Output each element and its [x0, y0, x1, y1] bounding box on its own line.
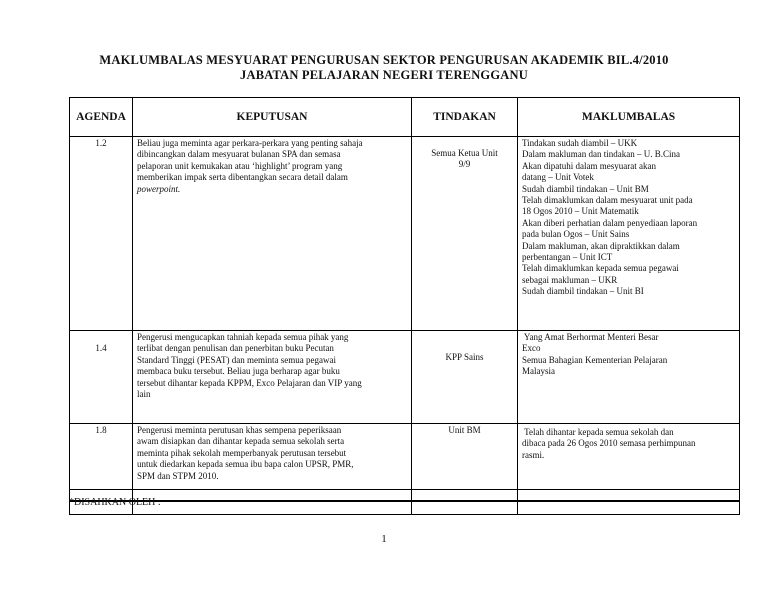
tindakan-line: Semua Ketua Unit	[431, 148, 498, 158]
agenda-cell: 1.2	[70, 137, 133, 331]
empty-cell	[133, 501, 412, 515]
agenda-cell: 1.8	[70, 424, 133, 490]
keputusan-line: meminta pihak sekolah memperbanyak perutusan tersebut	[137, 447, 347, 458]
tindakan-cell	[412, 331, 518, 424]
maklumbalas-cell	[518, 331, 740, 424]
maklumbalas-line: sebagai makluman – UKR	[522, 274, 618, 285]
empty-cell	[412, 490, 518, 502]
keputusan-line: Pengerusi mengucapkan tahniah kepada semua pihak yang	[137, 332, 349, 342]
maklumbalas-line: Dalam makluman, akan dipraktikkan dalam	[522, 240, 680, 251]
maklumbalas-line: Akan dipatuhi dalam mesyuarat akan	[522, 160, 656, 171]
table-row	[70, 331, 740, 424]
column-header-tindakan: TINDAKAN	[412, 98, 518, 137]
empty-cell	[133, 490, 412, 502]
keputusan-line: tersebut dihantar kepada KPPM, Exco Pelajaran dan VIP yang	[137, 377, 362, 388]
maklumbalas-line: Malaysia	[522, 366, 555, 377]
keputusan-line: Pengerusi meminta perutusan khas sempena peperiksaan	[137, 425, 342, 435]
column-header-keputusan: KEPUTUSAN	[133, 98, 412, 137]
empty-cell	[518, 490, 740, 502]
keputusan-line: membaca buku tersebut. Beliau juga berharap agar buku	[137, 366, 340, 377]
maklumbalas-line: perbentangan – Unit ICT	[522, 252, 613, 263]
maklumbalas-line: Yang Amat Berhormat Menteri Besar	[522, 332, 659, 342]
column-header-agenda: AGENDA	[70, 98, 133, 137]
tindakan-line: Unit BM	[448, 425, 481, 435]
keputusan-line: awam disiapkan dan dihantar kepada semua sekolah serta	[137, 436, 345, 447]
maklumbalas-line: Akan diberi perhatian dalam penyediaan laporan	[522, 217, 698, 228]
maklumbalas-line: Exco	[522, 343, 541, 354]
maklumbalas-line: dibaca pada 26 Ogos 2010 semasa perhimpunan	[522, 438, 696, 449]
keputusan-line: terlibat dengan penulisan dan penerbitan buku Pecutan	[137, 343, 334, 354]
tindakan-line: KPP Sains	[445, 352, 484, 362]
maklumbalas-cell	[518, 137, 740, 331]
table-row	[70, 424, 740, 490]
maklumbalas-line: Dalam makluman dan tindakan – U. B.Cina	[522, 149, 680, 160]
keputusan-line: lain	[137, 389, 151, 400]
empty-cell	[412, 501, 518, 515]
keputusan-line: dibincangkan dalam mesyuarat bulanan SPA dan semasa	[137, 149, 341, 160]
maklumbalas-line: Sudah diambil tindakan – Unit BM	[522, 183, 649, 194]
maklumbalas-line: Telah dihantar kepada semua sekolah dan	[522, 427, 674, 437]
keputusan-line: Standard Tinggi (PESAT) dan meminta semua pegawai	[137, 354, 336, 365]
feedback-table	[69, 97, 740, 515]
empty-table-row	[70, 490, 740, 502]
document-subtitle: JABATAN PELAJARAN NEGERI TERENGGANU	[240, 68, 528, 82]
empty-table-row	[70, 501, 740, 515]
keputusan-cell	[133, 331, 412, 424]
agenda-cell: 1.4	[70, 331, 133, 424]
tindakan-cell	[412, 137, 518, 331]
maklumbalas-line: 18 Ogos 2010 – Unit Matematik	[522, 206, 639, 217]
keputusan-line: memberikan impak serta dibentangkan secara detail dalam	[137, 172, 348, 183]
maklumbalas-line: Telah dimaklumkan dalam mesyuarat unit pada	[522, 195, 693, 206]
maklumbalas-cell	[518, 424, 740, 490]
approval-label: *DISAHKAN OLEH :	[69, 497, 161, 508]
maklumbalas-line: Tindakan sudah diambil – UKK	[522, 138, 638, 148]
keputusan-line: Beliau juga meminta agar perkara-perkara yang penting sahaja	[137, 138, 363, 148]
tindakan-cell	[412, 424, 518, 490]
column-header-maklumbalas: MAKLUMBALAS	[518, 98, 740, 137]
document-title: MAKLUMBALAS MESYUARAT PENGURUSAN SEKTOR PENGURUSAN AKADEMIK BIL.4/2010	[99, 53, 669, 67]
page-number: 1	[381, 533, 387, 545]
keputusan-line: SPM dan STPM 2010.	[137, 470, 219, 481]
table-header-row	[70, 98, 740, 137]
maklumbalas-line: Sudah diambil tindakan – Unit BI	[522, 286, 644, 297]
empty-cell	[518, 501, 740, 515]
keputusan-cell	[133, 424, 412, 490]
maklumbalas-line: rasmi.	[522, 449, 545, 460]
tindakan-line: 9/9	[458, 159, 471, 170]
keputusan-line-italic: powerpoint.	[137, 183, 181, 194]
keputusan-line: pelaporan unit kemukakan atau ‘highlight’ program yang	[137, 160, 343, 171]
maklumbalas-line: datang – Unit Votek	[522, 172, 594, 183]
maklumbalas-line: Telah dimaklumkan kepada semua pegawai	[522, 263, 679, 274]
maklumbalas-line: pada bulan Ogos – Unit Sains	[522, 229, 630, 240]
table-row	[70, 137, 740, 331]
keputusan-line: untuk diedarkan kepada semua ibu bapa calon UPSR, PMR,	[137, 459, 354, 470]
maklumbalas-line: Semua Bahagian Kementerian Pelajaran	[522, 354, 668, 365]
keputusan-cell	[133, 137, 412, 331]
